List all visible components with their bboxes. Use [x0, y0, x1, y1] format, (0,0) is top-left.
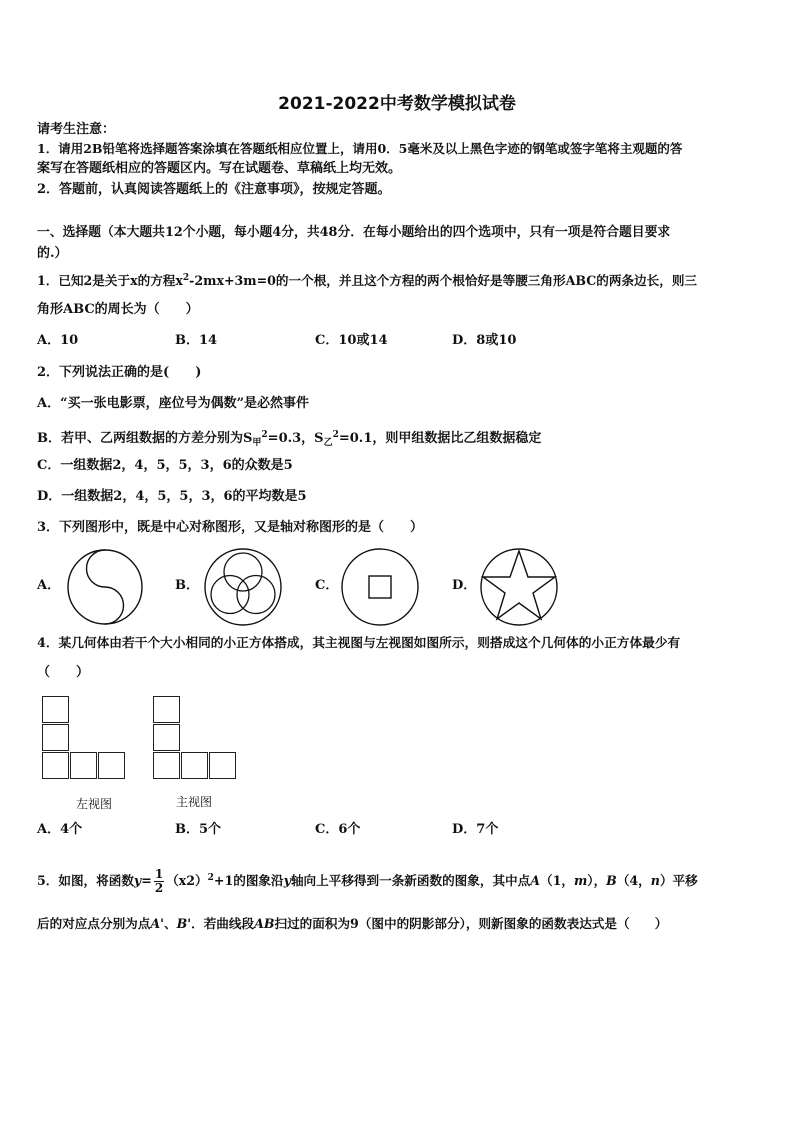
question-3-stem: 3．下列图形中，既是中心对称图形，又是轴对称图形的是（ ）	[37, 520, 424, 535]
question-1-option-a: A．10	[37, 333, 79, 348]
trefoil-figure	[200, 546, 286, 628]
front-view-grid	[153, 696, 239, 780]
question-1-option-d: D．8或10	[452, 333, 517, 348]
section-heading-line-2: 的.）	[37, 246, 68, 261]
star-in-circle-figure	[477, 546, 561, 628]
notice-line-2: 2．答题前，认真阅读答题纸上的《注意事项》，按规定答题。	[37, 182, 391, 197]
question-4-option-c: C．6个	[315, 822, 361, 837]
question-4-stem-line-2: （ ）	[37, 665, 90, 680]
coin-figure	[338, 546, 422, 628]
fraction-one-half: $\frac{1}{2}$	[154, 867, 164, 895]
question-1-option-b: B．14	[175, 333, 218, 348]
notice-line-1a: 1．请用2B铅笔将选择题答案涂填在答题纸相应位置上，请用0．5毫米及以上黑色字迹的钢笔或签字笔将主观题的答	[37, 141, 683, 156]
front-view-caption: 主视图	[176, 795, 213, 809]
question-4-option-a: A．4个	[37, 822, 83, 837]
notice-line-1b: 案写在答题纸相应的答题区内。写在试题卷、草稿纸上均无效。	[37, 161, 402, 176]
question-5-stem-line-2: 后的对应点分别为点A'、B'．若曲线段AB扫过的面积为9（图中的阴影部分），则新图象的函数表达式是（ ）	[37, 916, 668, 931]
question-2-option-d: D．一组数据2，4，5，5，3，6的平均数是5	[37, 489, 307, 504]
question-4-option-d: D．7个	[452, 822, 499, 837]
page-title: 2021-2022中考数学模拟试卷	[278, 94, 516, 114]
question-2-option-a: A．“买一张电影票，座位号为偶数”是必然事件	[37, 396, 310, 411]
question-2-stem: 2．下列说法正确的是( )	[37, 365, 202, 380]
taiji-figure	[64, 547, 146, 627]
question-2-option-c: C．一组数据2，4，5，5，3，6的众数是5	[37, 458, 293, 473]
left-view-caption: 左视图	[76, 797, 113, 811]
question-3-label-a: A．	[37, 578, 61, 593]
question-1-option-c: C．10或14	[315, 333, 388, 348]
question-3-label-c: C．	[315, 578, 339, 593]
section-heading-line-1: 一、选择题（本大题共12个小题，每小题4分，共48分．在每小题给出的四个选项中，只有一项是符合题目要求	[37, 225, 671, 240]
question-3-label-b: B．	[175, 578, 199, 593]
question-3-label-d: D．	[452, 578, 477, 593]
question-1-stem-line-2: 角形ABC的周长为（ ）	[37, 302, 199, 317]
question-1-stem: 1．已知2是关于x的方程$x^2-2mx+3m=0$的一个根，并且这个方程的两个根恰好是等腰三角形ABC的两条边长，则三	[37, 273, 698, 288]
question-5-stem: 5．如图，将函数y= $\frac{1}{2}$ $(x2)^2+1$的图象沿y轴向上平移得到一条新函数的图象，其中点A（1，m），B（4，n）平移	[37, 867, 698, 895]
question-2-option-b: B．若甲、乙两组数据的方差分别为$S_甲^2=0.3$，$S_乙^2=0.1$，则甲组数据比乙组数据稳定	[37, 430, 542, 448]
notice-heading: 请考生注意：	[37, 122, 116, 137]
left-view-grid	[42, 696, 128, 780]
question-4-stem: 4．某几何体由若干个大小相同的小正方体搭成，其主视图与左视图如图所示，则搭成这个几何体的小正方体最少有	[37, 635, 681, 650]
question-4-option-b: B．5个	[175, 822, 222, 837]
